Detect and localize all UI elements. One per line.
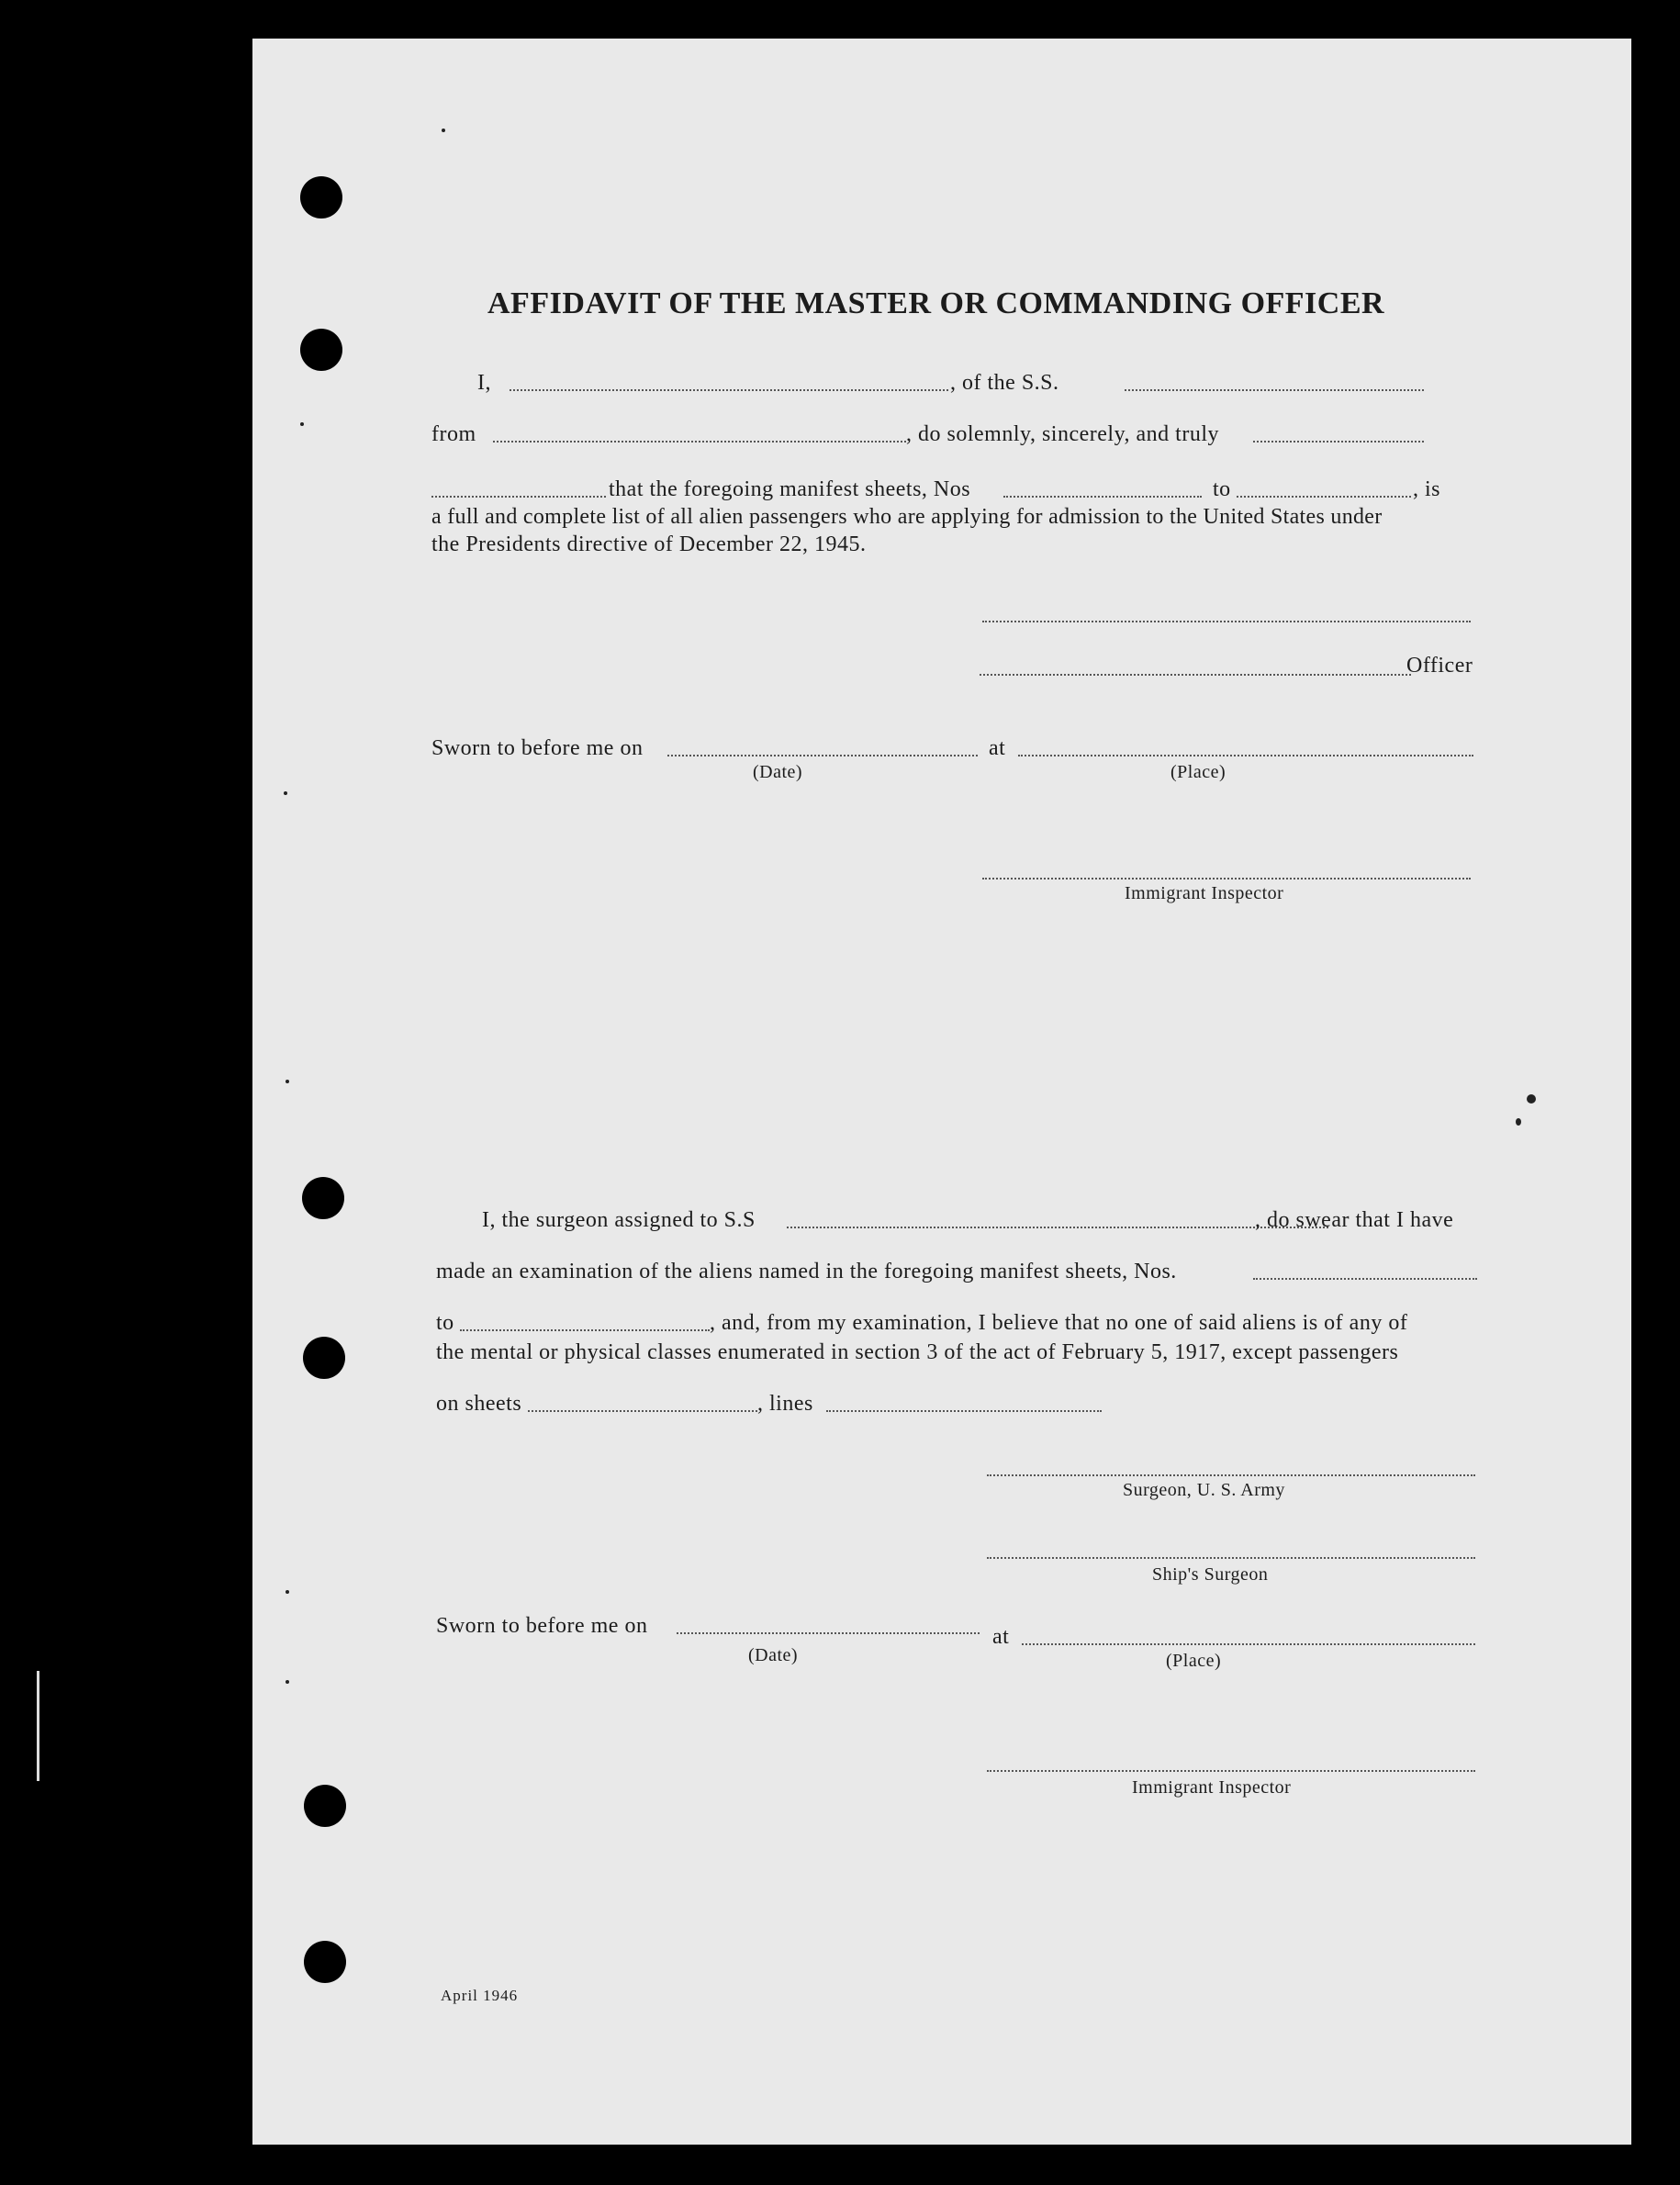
surgeon-place-caption: (Place) — [1166, 1651, 1222, 1671]
place-caption: (Place) — [1170, 762, 1226, 782]
at-label: at — [989, 736, 1006, 760]
foregoing-label: that the foregoing manifest sheets, Nos — [609, 477, 971, 501]
master-name-field[interactable] — [510, 389, 948, 391]
army-surgeon-signature-field[interactable] — [987, 1474, 1475, 1476]
surgeon-line-1: I, the surgeon assigned to S.S — [482, 1208, 756, 1232]
lines-label: , lines — [757, 1392, 813, 1416]
surgeon-line-3: , and, from my examination, I believe that no one of said aliens is of any of — [710, 1311, 1408, 1335]
punch-hole — [303, 1337, 345, 1379]
body-line-3: the Presidents directive of December 22, 1945. — [431, 532, 867, 556]
speck — [286, 1680, 289, 1684]
of-ss-label: , of the S.S. — [950, 371, 1059, 395]
scratch-mark — [37, 1671, 39, 1781]
nos-from-field[interactable] — [1003, 496, 1202, 498]
surgeon-inspector-signature-field[interactable] — [987, 1770, 1475, 1772]
sworn-date-field[interactable] — [667, 755, 978, 756]
on-sheets-field[interactable] — [528, 1410, 757, 1412]
punch-hole — [304, 1785, 346, 1827]
ships-surgeon-caption: Ship's Surgeon — [1152, 1564, 1269, 1585]
body-line-2: a full and complete list of all alien passengers who are applying for admission to the United States under — [431, 505, 1383, 529]
surgeon-sworn-label: Sworn to before me on — [436, 1614, 648, 1638]
officer-label: Officer — [1406, 654, 1473, 678]
punch-hole — [304, 1941, 346, 1983]
speck — [284, 791, 287, 795]
nos-to-field[interactable] — [1237, 496, 1411, 498]
inspector-signature-field[interactable] — [982, 878, 1471, 880]
surgeon-line-4: the mental or physical classes enumerated in section 3 of the act of February 5, 1917, except passengers — [436, 1340, 1399, 1364]
form-page — [252, 39, 1631, 2145]
surgeon-line-2: made an examination of the aliens named in the foregoing manifest sheets, Nos. — [436, 1260, 1177, 1283]
speck — [286, 1080, 289, 1083]
is-label: , is — [1413, 477, 1441, 501]
on-sheets-label: on sheets — [436, 1392, 522, 1416]
from-port-field[interactable] — [493, 441, 906, 443]
sworn-place-field[interactable] — [1018, 755, 1473, 756]
solemnly-label: , do solemnly, sincerely, and truly — [906, 422, 1219, 446]
affirmation-field-1[interactable] — [1253, 441, 1424, 443]
officer-signature-field[interactable] — [980, 674, 1411, 676]
surgeon-swear-label: , do swear that I have — [1255, 1208, 1454, 1232]
ships-surgeon-signature-field[interactable] — [987, 1557, 1475, 1559]
date-caption: (Date) — [753, 762, 803, 782]
ship-name-field[interactable] — [1125, 389, 1424, 391]
form-title: AFFIDAVIT OF THE MASTER OR COMMANDING OFFICER — [487, 286, 1385, 320]
punch-hole — [300, 329, 342, 371]
inspector-caption: Immigrant Inspector — [1125, 883, 1284, 903]
surgeon-date-caption: (Date) — [748, 1645, 799, 1665]
speck — [300, 422, 304, 426]
sworn-label: Sworn to before me on — [431, 736, 644, 760]
surgeon-sworn-date-field[interactable] — [677, 1632, 980, 1634]
i-label: I, — [477, 371, 491, 395]
surgeon-sworn-place-field[interactable] — [1022, 1643, 1475, 1645]
speck — [1516, 1118, 1521, 1126]
to-label: to — [1213, 477, 1231, 501]
surgeon-nos-to-field[interactable] — [460, 1329, 710, 1331]
footer-date: April 1946 — [441, 1987, 519, 2004]
master-signature-field[interactable] — [982, 621, 1471, 622]
army-surgeon-caption: Surgeon, U. S. Army — [1123, 1480, 1285, 1500]
speck — [286, 1590, 289, 1594]
surgeon-to-label: to — [436, 1311, 454, 1335]
surgeon-inspector-caption: Immigrant Inspector — [1132, 1777, 1292, 1798]
speck — [1527, 1094, 1536, 1104]
surgeon-ship-field[interactable] — [787, 1227, 1328, 1228]
affirmation-field-2[interactable] — [431, 496, 606, 498]
punch-hole — [300, 176, 342, 218]
surgeon-nos-field[interactable] — [1253, 1278, 1477, 1280]
speck — [442, 129, 445, 132]
from-label: from — [431, 422, 476, 446]
lines-field[interactable] — [826, 1410, 1102, 1412]
surgeon-at-label: at — [992, 1625, 1010, 1649]
punch-hole — [302, 1177, 344, 1219]
